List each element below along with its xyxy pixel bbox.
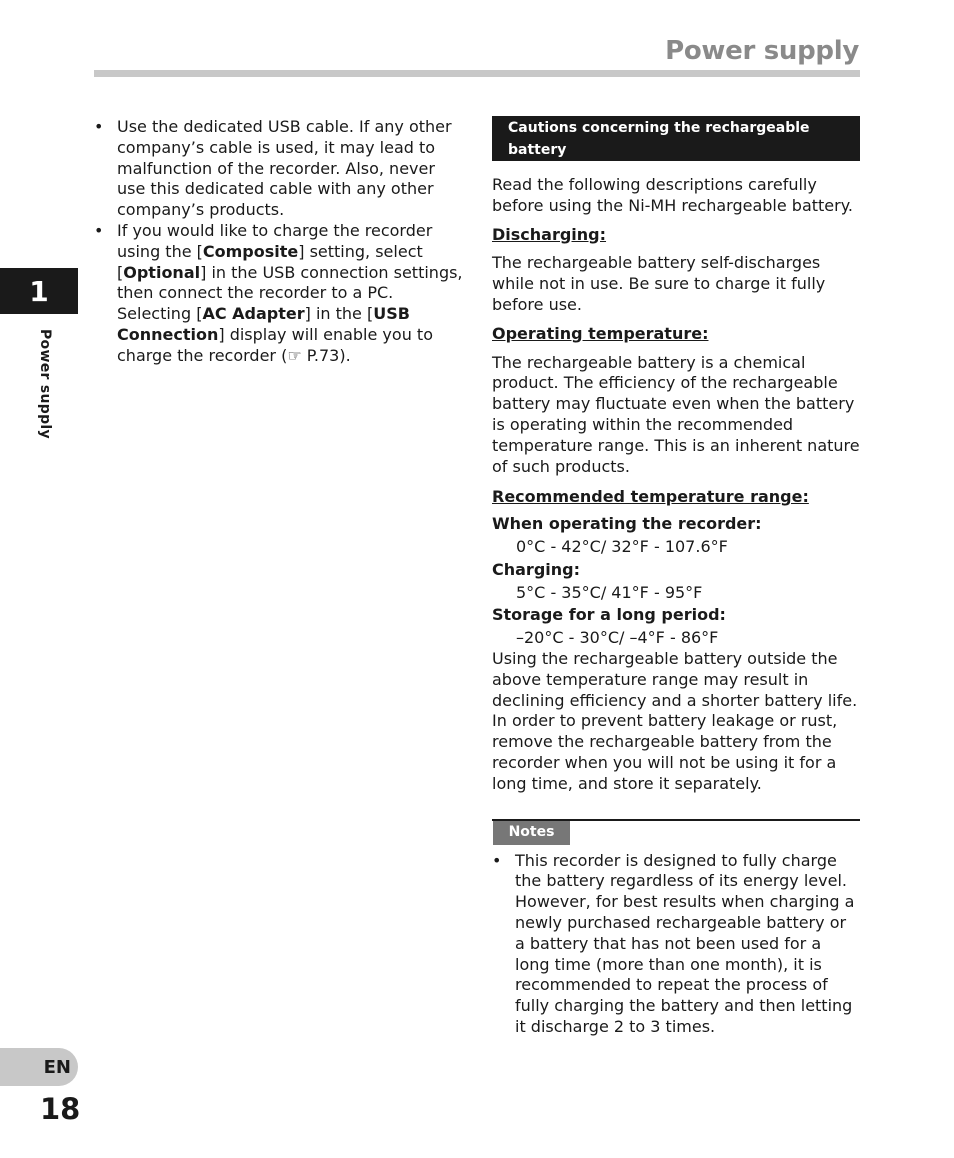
storage-range-value: –20°C - 30°C/ –4°F - 86°F: [516, 628, 719, 648]
text-fragment: ] in the [: [304, 304, 374, 324]
page-number: 18: [40, 1092, 81, 1126]
discharging-paragraph: The rechargeable battery self-discharges while not in use. Be sure to charge it fully before use.: [492, 253, 826, 314]
left-column: [94, 117, 466, 367]
list-item-text: Use the dedicated USB cable. If any other company’s cable is used, it may lead to malfunction of the recorder. Also, never use this dedicated cable with any other company’s products.: [117, 117, 452, 220]
usb-notes-list: [94, 117, 466, 367]
text-fragment: If you would like to charge the recorder using the [: [117, 220, 433, 261]
notes-header: [492, 819, 860, 845]
text-fragment: ] setting, select [: [117, 241, 423, 282]
header-rule: [94, 70, 860, 77]
recommended-range-heading: Recommended temperature range:: [492, 487, 809, 507]
bullet-icon: •: [94, 220, 104, 240]
setting-optional: Optional: [123, 262, 201, 282]
setting-ac-adapter: AC Adapter: [202, 304, 305, 324]
text-fragment: ] in the USB connection settings, then connect the recorder to a PC. Selecting [: [117, 262, 463, 324]
page-title: Power supply: [665, 36, 859, 66]
outside-range-paragraph: Using the rechargeable battery outside the above temperature range may result in declining efficiency and a shorter battery life. In order to prevent battery leakage or rust, remove the rechargeable battery from the recorder when you will not be using it for a long time, and store it separately.: [492, 648, 858, 793]
list-item-text: [117, 221, 463, 365]
list-item: [94, 221, 466, 367]
discharging-heading: Discharging:: [492, 224, 607, 244]
setting-composite: Composite: [202, 241, 299, 261]
setting-usb-connection: USB Connection: [117, 304, 410, 344]
right-column: [492, 116, 860, 1038]
notes-item-text: This recorder is designed to fully charge the battery regardless of its energy level. However, for best results when charging a newly purchased rechargeable battery or a battery that has not been used for a long time (more than one month), it is recommended to repeat the process of fully charging the battery and then letting it discharge 2 to 3 times.: [515, 850, 855, 1036]
operating-label: When operating the recorder:: [492, 514, 762, 534]
operating-range-value: 0°C - 42°C/ 32°F - 107.6°F: [516, 536, 728, 556]
language-badge: EN: [0, 1048, 78, 1086]
charging-label: Charging:: [492, 559, 580, 579]
section-side-label: Power supply: [37, 329, 53, 439]
notes-label: Notes: [493, 821, 570, 845]
charging-range-value: 5°C - 35°C/ 41°F - 95°F: [516, 582, 703, 602]
cautions-heading: Cautions concerning the rechargeable battery: [508, 119, 810, 158]
storage-label: Storage for a long period:: [492, 605, 726, 625]
notes-list: [492, 851, 860, 1038]
bullet-icon: •: [492, 850, 502, 870]
chapter-tab: 1: [0, 268, 78, 314]
cautions-heading-box: [492, 116, 860, 161]
operating-temperature-heading: Operating temperature:: [492, 323, 709, 343]
operating-temperature-paragraph: The rechargeable battery is a chemical product. The efficiency of the rechargeable battery may fluctuate even when the battery is operating within the recommended temperature range. This is an inherent nature of such products.: [492, 352, 860, 476]
list-item: [94, 117, 466, 221]
text-fragment: ] display will enable you to charge the recorder (☞ P.73).: [117, 324, 433, 365]
bullet-icon: •: [94, 117, 104, 136]
intro-paragraph: Read the following descriptions carefully before using the Ni-MH rechargeable battery.: [492, 175, 853, 215]
list-item: [492, 851, 860, 1038]
